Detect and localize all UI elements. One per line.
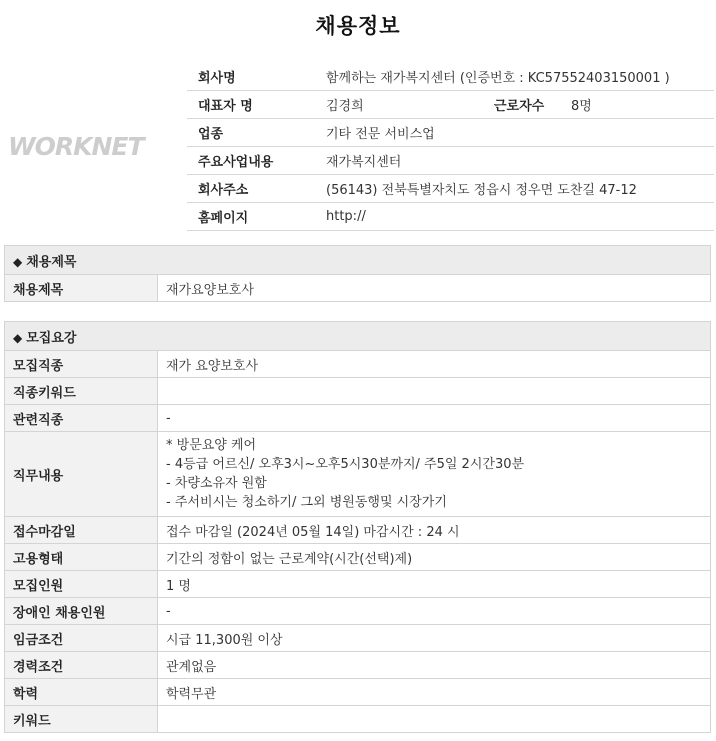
company-business-row — [187, 147, 714, 175]
job-title-label: 채용제목 — [5, 275, 158, 302]
company-info-table — [187, 63, 714, 231]
homepage-link[interactable]: http:// — [326, 203, 714, 231]
job-keyword-value — [158, 378, 711, 405]
job-type-value: 재가 요양보호사 — [158, 351, 711, 378]
job-type-row — [5, 351, 711, 378]
duties-row — [5, 432, 711, 517]
company-address-row — [187, 175, 714, 203]
wage-value: 시급 11,300원 이상 — [158, 625, 711, 652]
related-job-row — [5, 405, 711, 432]
address-value: (56143) 전북특별자치도 정읍시 정우면 도찬길 47-12 — [326, 175, 714, 203]
company-name-label: 회사명 — [187, 63, 326, 91]
headcount-label: 모집인원 — [5, 571, 158, 598]
education-label: 학력 — [5, 679, 158, 706]
employment-type-value: 기간의 정함이 없는 근로계약(시간(선택)제) — [158, 544, 711, 571]
diamond-icon: ◆ — [13, 330, 23, 345]
worknet-logo: WORKNET — [8, 132, 144, 161]
company-name-row — [187, 63, 714, 91]
ceo-label: 대표자 명 — [187, 91, 326, 119]
keyword-row — [5, 706, 711, 733]
ceo-value: 김경희 — [326, 91, 494, 119]
workers-value: 8명 — [571, 91, 714, 119]
job-title-value: 재가요양보호사 — [158, 275, 711, 302]
diamond-icon: ◆ — [13, 254, 23, 269]
related-job-value: - — [158, 405, 711, 432]
deadline-value: 접수 마감일 (2024년 05월 14일) 마감시간 : 24 시 — [158, 517, 711, 544]
business-label: 주요사업내용 — [187, 147, 326, 175]
duties-line: * 방문요양 케어 — [166, 438, 257, 453]
homepage-label: 홈페이지 — [187, 203, 326, 231]
wage-row — [5, 625, 711, 652]
education-row — [5, 679, 711, 706]
job-title-section-header — [5, 246, 711, 275]
headcount-value: 1 명 — [158, 571, 711, 598]
recruit-section-heading: 모집요강 — [26, 330, 77, 346]
wage-label: 임금조건 — [5, 625, 158, 652]
deadline-row — [5, 517, 711, 544]
duties-line: - 4등급 어르신/ 오후3시~오후5시30분까지/ 주5일 2시간30분 — [166, 457, 525, 472]
workers-label: 근로자수 — [494, 91, 571, 119]
disabled-hire-row — [5, 598, 711, 625]
recruit-section-header — [5, 322, 711, 351]
business-value: 재가복지센터 — [326, 147, 714, 175]
duties-line: - 차량소유자 원함 — [166, 476, 267, 491]
career-label: 경력조건 — [5, 652, 158, 679]
education-value: 학력무관 — [158, 679, 711, 706]
job-type-label: 모집직종 — [5, 351, 158, 378]
company-homepage-row — [187, 203, 714, 231]
address-label: 회사주소 — [187, 175, 326, 203]
headcount-row — [5, 571, 711, 598]
career-value: 관계없음 — [158, 652, 711, 679]
employment-type-label: 고용형태 — [5, 544, 158, 571]
duties-line: - 주서비시는 청소하기/ 그외 병원동행및 시장가기 — [166, 495, 447, 510]
company-ceo-row — [187, 91, 714, 119]
career-row — [5, 652, 711, 679]
employment-type-row — [5, 544, 711, 571]
keyword-label: 키워드 — [5, 706, 158, 733]
duties-value — [158, 432, 711, 517]
recruit-section — [4, 321, 711, 733]
job-keyword-row — [5, 378, 711, 405]
keyword-value — [158, 706, 711, 733]
job-keyword-label: 직종키워드 — [5, 378, 158, 405]
job-title-section-heading: 채용제목 — [26, 254, 77, 270]
deadline-label: 접수마감일 — [5, 517, 158, 544]
company-industry-row — [187, 119, 714, 147]
page-title: 채용정보 — [315, 14, 401, 38]
industry-value: 기타 전문 서비스업 — [326, 119, 714, 147]
disabled-hire-value: - — [158, 598, 711, 625]
company-name-value: 함께하는 재가복지센터 (인증번호 : KC57552403150001 ) — [326, 63, 714, 91]
related-job-label: 관련직종 — [5, 405, 158, 432]
industry-label: 업종 — [187, 119, 326, 147]
disabled-hire-label: 장애인 채용인원 — [5, 598, 158, 625]
job-title-row — [5, 275, 711, 302]
job-title-section — [4, 245, 711, 302]
duties-label: 직무내용 — [5, 432, 158, 517]
